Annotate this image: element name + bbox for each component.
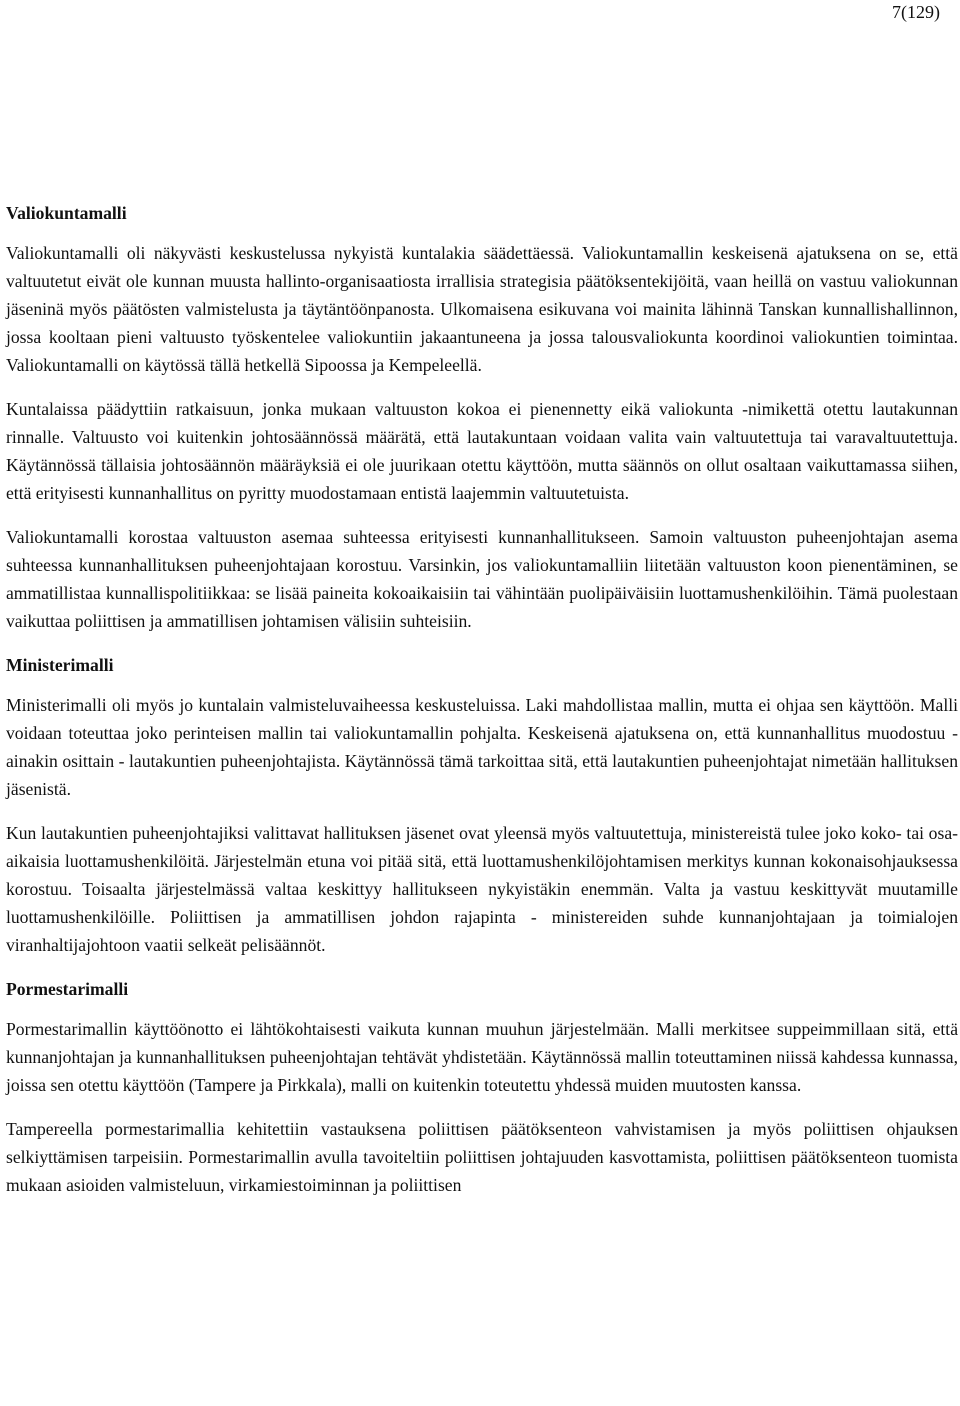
section-heading-pormestarimalli: Pormestarimalli [6, 979, 129, 999]
paragraph: Valiokuntamalli oli näkyvästi keskustelussa nykyistä kuntalakia säädettäessä. Valiokuntamallin keskeisenä ajatuksena on se, että valtuutetut eivät ole kunnan muusta hallinto-organisaatiosta irrallisia strategisia päätöksentekijöitä, vaan heillä on vastuu valiokunnan jäseninä myös päätösten valmistelusta ja täytäntöönpanosta. Ulkomaisena esikuvana voi mainita lähinnä Tanskan kunnallishallinnon, jossa kooltaan pieni valtuusto työskentelee valiokuntiin jakaantuneena ja jossa talousvaliokunta koordinoi valiokuntien toimintaa. Valiokuntamalli on käytössä tällä hetkellä Sipoossa ja Kempeleellä. [6, 243, 958, 375]
paragraph: Ministerimalli oli myös jo kuntalain valmisteluvaiheessa keskusteluissa. Laki mahdollistaa mallin, mutta ei ohjaa sen käyttöön. Malli voidaan toteuttaa joko perinteisen mallin tai valiokuntamallin pohjalta. Keskeisenä ajatuksena on, että kunnanhallitus muodostuu - ainakin osittain - lautakuntien puheenjohtajista. Käytännössä tämä tarkoittaa sitä, että lautakuntien puheenjohtajat nimetään hallituksen jäsenistä. [6, 695, 958, 799]
section-heading-ministerimalli: Ministerimalli [6, 655, 114, 675]
paragraph: Valiokuntamalli korostaa valtuuston asemaa suhteessa erityisesti kunnanhallitukseen. Samoin valtuuston puheenjohtajan asema suhteessa kunnanhallituksen puheenjohtajaan korostuu. Varsinkin, jos valiokuntamalliin liitetään valtuuston koon pienentäminen, se ammatillistaa kunnallispolitiikkaa: se lisää paineita kokoaikaisiin tai vähintään puolipäiväisiin luottamushenkilöihin. Tämä puolestaan vaikuttaa poliittisen ja ammatillisen johtamisen välisiin suhteisiin. [6, 527, 958, 631]
paragraph: Kuntalaissa päädyttiin ratkaisuun, jonka mukaan valtuuston kokoa ei pienennetty eikä valiokunta -nimikettä otettu lautakunnan rinnalle. Valtuusto voi kuitenkin johtosäännössä määrätä, että lautakuntaan voidaan valita vain valtuutettuja tai varavaltuutettuja. Käytännössä tällaisia johtosäännön määräyksiä ei ole juurikaan otettu käyttöön, mutta säännös on ollut osaltaan vaikuttamassa siihen, että erityisesti kunnanhallitus on pyritty muodostamaan entistä laajemmin valtuutetuista. [6, 399, 958, 503]
paragraph: Pormestarimallin käyttöönotto ei lähtökohtaisesti vaikuta kunnan muuhun järjestelmään. Malli merkitsee suppeimmillaan sitä, että kunnanjohtajan ja kunnanhallituksen puheenjohtajan tehtävät yhdistetään. Käytännössä mallin toteuttaminen niissä kahdessa kunnassa, joissa sen otettu käyttöön (Tampere ja Pirkkala), malli on kuitenkin toteutettu yhdessä muiden muutosten kanssa. [6, 1019, 958, 1095]
paragraph: Kun lautakuntien puheenjohtajiksi valittavat hallituksen jäsenet ovat yleensä myös valtuutettuja, ministereistä tulee joko koko- tai osa-aikaisia luottamushenkilöitä. Järjestelmän etuna voi pitää sitä, että luottamushenkilöjohtamisen merkitys kunnan kokonaisohjauksessa korostuu. Toisaalta järjestelmässä valtaa keskittyy hallitukseen nykyistäkin enemmän. Valta ja vastuu keskittyvät muutamille luottamushenkilöille. Poliittisen ja ammatillisen johdon rajapinta - ministereiden suhde kunnanjohtajaan ja toimialojen viranhaltijajohtoon vaatii selkeät pelisäännöt. [6, 823, 958, 955]
section-heading-valiokuntamalli: Valiokuntamalli [6, 203, 127, 223]
paragraph: Tampereella pormestarimallia kehitettiin vastauksena poliittisen päätöksenteon vahvistamisen ja myös poliittisen ohjauksen selkiyttämisen tarpeisiin. Pormestarimallin avulla tavoiteltiin poliittisen johtajuuden kasvottamista, poliittisen päätöksenteon tuomista mukaan asioiden valmisteluun, virkamiestoiminnan ja poliittisen [6, 1119, 958, 1195]
document-body [6, 199, 958, 1215]
page-number: 7(129) [892, 2, 940, 22]
